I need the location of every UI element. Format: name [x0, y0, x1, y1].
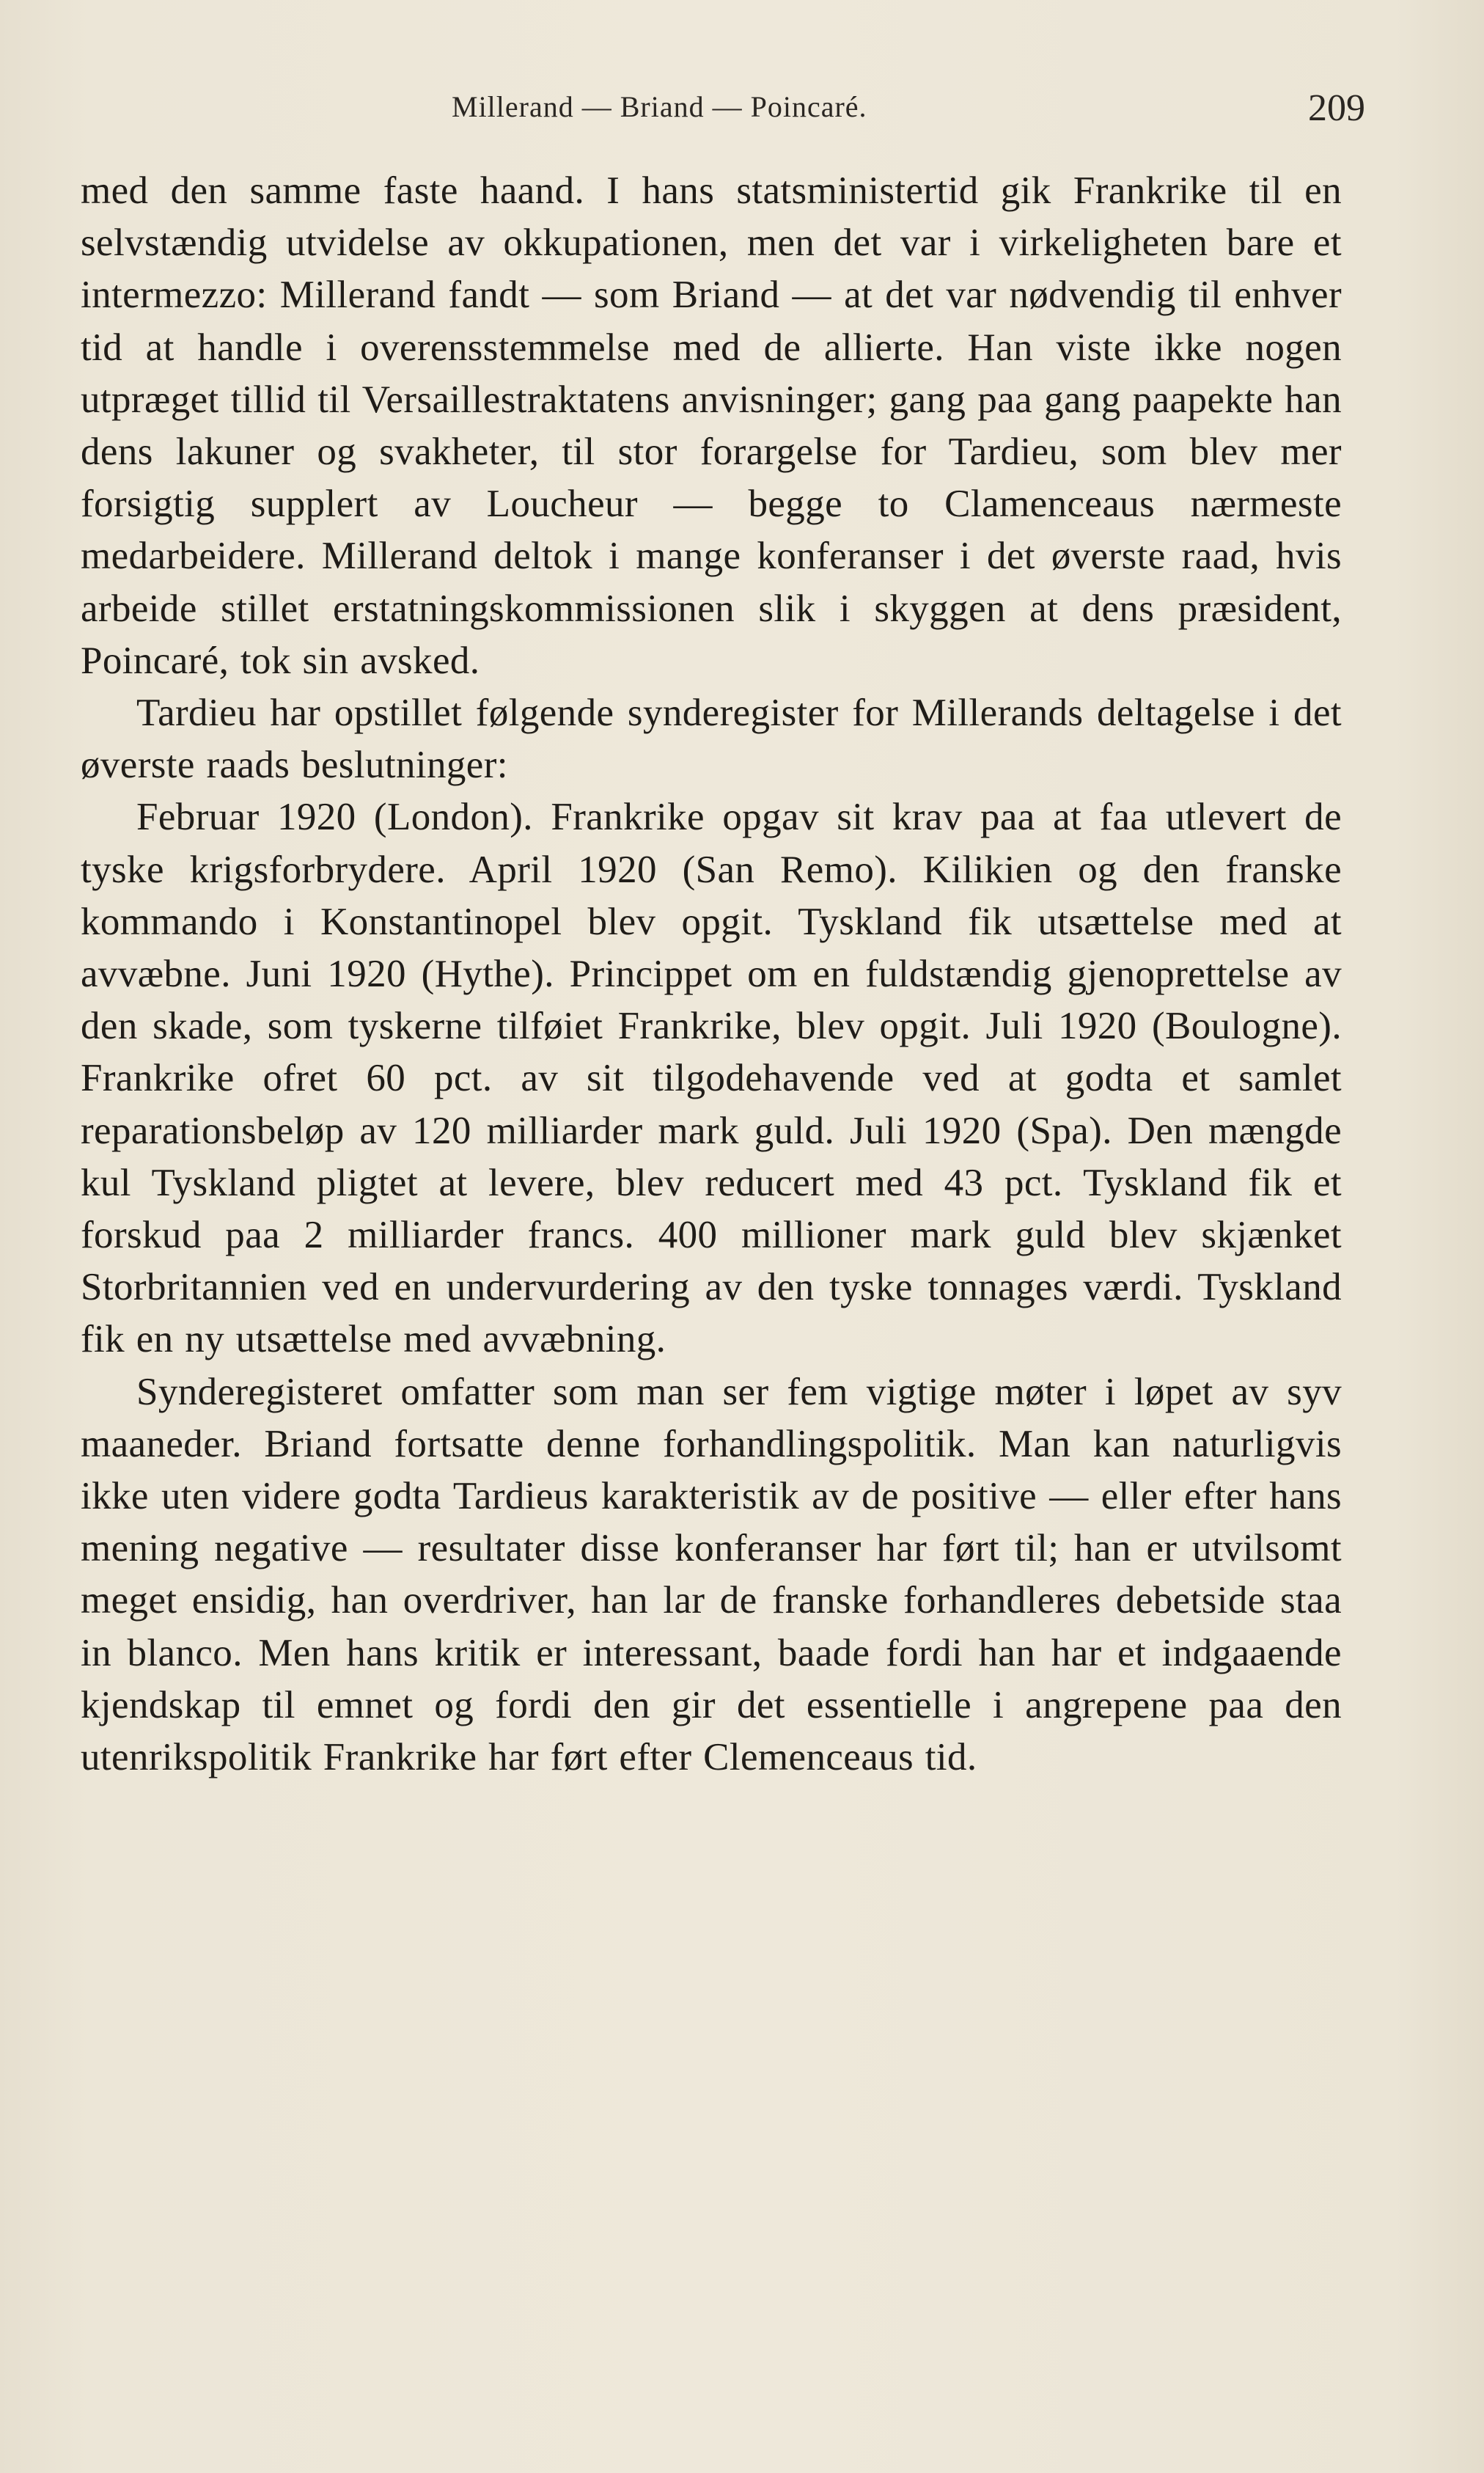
body-text	[81, 165, 1342, 1784]
page-number: 209	[1308, 87, 1365, 129]
paragraph-register-intro: Tardieu har opstillet følgende synderegister for Millerands deltagelse i det øverste raads beslutninger:	[81, 692, 1342, 787]
paragraph-conclusion: Synderegisteret omfatter som man ser fem vigtige møter i løpet av syv maaneder. Briand fortsatte denne forhandlingspolitik. Man kan naturligvis ikke uten videre godta Tardieus karakteristik av de positive — eller efter hans mening negative — resultater disse konferanser har ført til; han er utvilsomt meget ensidig, han overdriver, han lar de franske forhandleres debetside staa in blanco. Men hans kritik er interessant, baade fordi han har et indgaaende kjendskap til emnet og fordi den gir det essentielle i angrepene paa den utenrikspolitik Frankrike har ført efter Clemenceaus tid.	[81, 1370, 1342, 1779]
page-header	[81, 87, 1365, 131]
paragraph-register-list: Februar 1920 (London). Frankrike opgav sit krav paa at faa utlevert de tyske krigsforbrydere. April 1920 (San Remo). Kilikien og den franske kommando i Konstantinopel blev opgit. Tyskland fik utsættelse med at avvæbne. Juni 1920 (Hythe). Princippet om en fuldstændig gjenoprettelse av den skade, som tyskerne tilføiet Frankrike, blev opgit. Juli 1920 (Boulogne). Frankrike ofret 60 pct. av sit tilgodehavende ved at godta et samlet reparationsbeløp av 120 milliarder mark guld. Juli 1920 (Spa). Den mængde kul Tyskland pligtet at levere, blev reducert med 43 pct. Tyskland fik et forskud paa 2 milliarder francs. 400 millioner mark guld blev skjænket Storbritannien ved en undervurdering av den tyske tonnages værdi. Tyskland fik en ny utsættelse med avvæbning.	[81, 796, 1342, 1361]
running-head: Millerand — Briand — Poincaré.	[452, 90, 867, 123]
paragraph-continuation: med den samme faste haand. I hans statsministertid gik Frankrike til en selvstændig utvidelse av okkupationen, men det var i virkeligheten bare et intermezzo: Millerand fandt — som Briand — at det var nødvendig til enhver tid at handle i overensstemmelse med de allierte. Han viste ikke nogen utpræget tillid til Versaillestraktatens anvisninger; gang paa gang paapekte han dens lakuner og svakheter, til stor forargelse for Tardieu, som blev mer forsigtig supplert av Loucheur — begge to Clamenceaus nærmeste medarbeidere. Millerand deltok i mange konferanser i det øverste raad, hvis arbeide stillet erstatningskommissionen slik i skyggen at dens præsident, Poincaré, tok sin avsked.	[81, 169, 1342, 682]
